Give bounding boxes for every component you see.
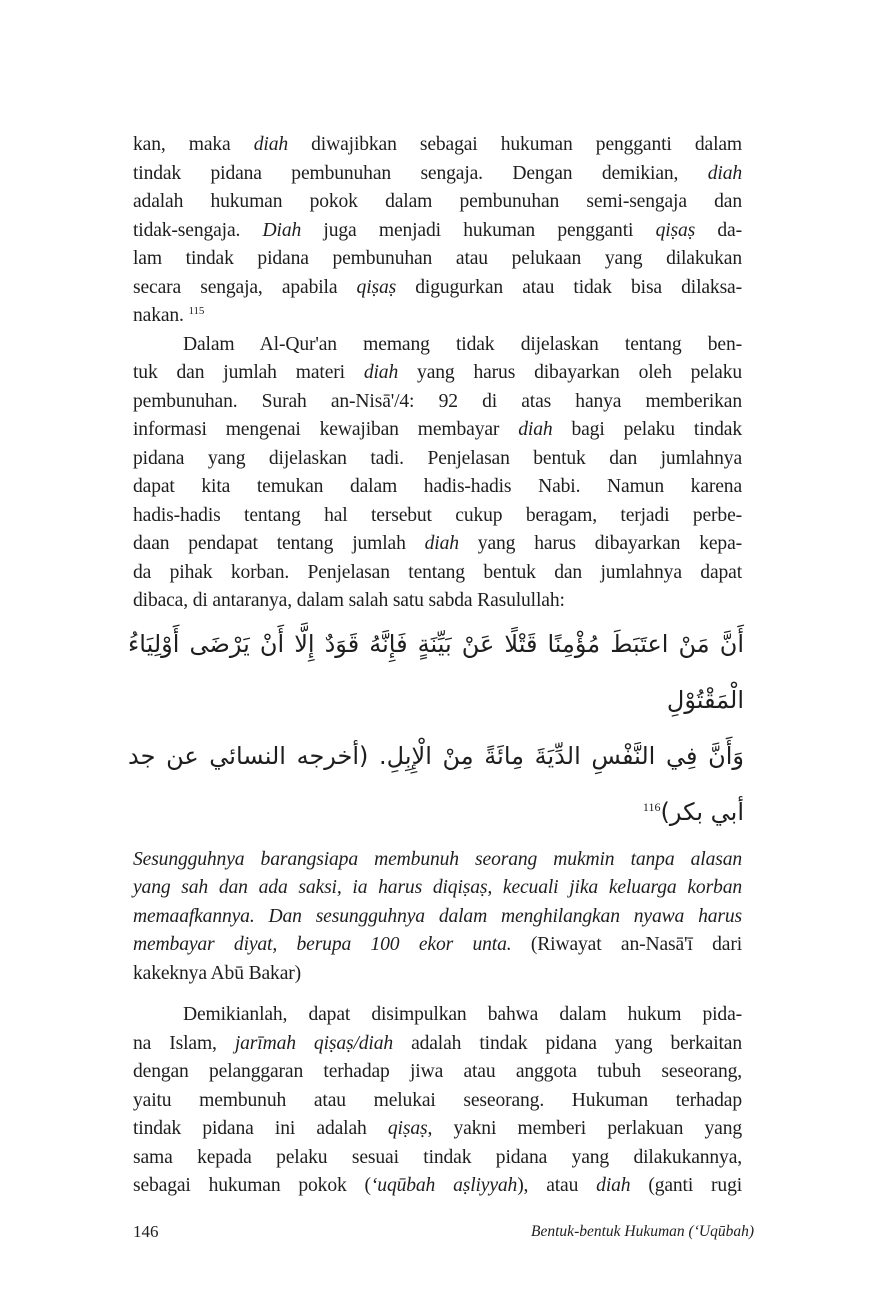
italic-term: ‘uqūbah aṣliyyah bbox=[370, 1175, 518, 1196]
italic-term: diah bbox=[518, 419, 553, 440]
text-line bbox=[133, 445, 742, 474]
text-line bbox=[133, 587, 742, 616]
italic-term: Diah bbox=[262, 219, 302, 241]
text-line bbox=[133, 960, 742, 989]
text-line bbox=[133, 530, 742, 559]
text-run: dengan pelanggaran terhadap jiwa atau anggota tubuh seseorang, bbox=[133, 1061, 742, 1082]
text-line bbox=[133, 131, 742, 160]
text-run: dibaca, di antaranya, dalam salah satu sabda Rasulullah: bbox=[133, 590, 565, 611]
italic-term: diah bbox=[253, 134, 288, 155]
text-run: (Riwayat an-Nasā'ī dari bbox=[511, 934, 742, 955]
text-line bbox=[133, 1058, 742, 1087]
running-title: Bentuk-bentuk Hukuman (‘Uqūbah) bbox=[531, 1222, 754, 1240]
text-run: daan pendapat tentang jumlah bbox=[133, 533, 425, 554]
italic-term: qiṣaṣ bbox=[356, 276, 397, 298]
paragraph-1 bbox=[133, 131, 742, 331]
text-line bbox=[133, 559, 742, 588]
text-run: tindak pidana ini adalah bbox=[133, 1118, 388, 1139]
text-run: tidak-sengaja. bbox=[133, 219, 263, 241]
text-run: yang harus dibayarkan kepa- bbox=[458, 533, 742, 554]
text-run: bagi pelaku tindak bbox=[552, 419, 742, 440]
text-run: (ganti rugi bbox=[630, 1175, 743, 1196]
text-line bbox=[133, 1172, 742, 1201]
footnote-ref: 116 bbox=[642, 799, 661, 814]
italic-term: diah bbox=[596, 1175, 631, 1196]
text-line bbox=[133, 416, 742, 445]
text-run: dapat kita temukan dalam hadis-hadis Nabi. Namun karena bbox=[133, 476, 742, 497]
text-line bbox=[133, 473, 742, 502]
text-run: adalah hukuman pokok dalam pembunuhan semi-sengaja dan bbox=[133, 191, 742, 212]
text-run: pembunuhan. Surah an-Nisā'/4: 92 di atas hanya memberikan bbox=[133, 390, 742, 412]
paragraph-2 bbox=[133, 331, 742, 616]
text-run: juga menjadi hukuman pengganti bbox=[301, 219, 656, 241]
italic-term: Sesungguhnya barangsiapa membunuh seorang mukmin tanpa alasan bbox=[133, 848, 742, 870]
footnote-ref: 115 bbox=[188, 305, 205, 317]
text-run: da pihak korban. Penjelasan tentang bentuk dan jumlahnya dapat bbox=[133, 561, 742, 583]
text-run: diwajibkan sebagai hukuman pengganti dalam bbox=[288, 134, 742, 155]
text-run: yang harus dibayarkan oleh pelaku bbox=[398, 362, 742, 383]
text-line bbox=[133, 302, 742, 331]
italic-term: membayar diyat, berupa 100 ekor unta. bbox=[133, 934, 512, 955]
hadith-arabic bbox=[128, 616, 744, 840]
italic-term: diah bbox=[424, 533, 459, 554]
text-line bbox=[133, 217, 742, 246]
text-run: hadis-hadis tentang hal tersebut cukup beragam, terjadi perbe- bbox=[133, 504, 742, 526]
italic-term: jarīmah qiṣaṣ/diah bbox=[234, 1032, 393, 1054]
italic-term: diah bbox=[707, 162, 742, 184]
text-run: kan, maka bbox=[133, 134, 254, 155]
text-run: sebagai hukuman pokok ( bbox=[133, 1175, 371, 1196]
text-line bbox=[133, 359, 742, 388]
text-line bbox=[133, 903, 742, 932]
italic-term: memaafkannya. Dan sesungguhnya dalam menghilangkan nyawa harus bbox=[133, 905, 742, 927]
page-footer bbox=[133, 1201, 754, 1243]
text-run: lam tindak pidana pembunuhan atau pelukaan yang dilakukan bbox=[133, 248, 742, 269]
text-run: secara sengaja, apabila bbox=[133, 276, 357, 298]
text-run: adalah tindak pidana yang berkaitan bbox=[393, 1032, 742, 1054]
arabic-line bbox=[128, 728, 744, 840]
paragraph-3 bbox=[133, 1001, 742, 1201]
text-line bbox=[133, 245, 742, 274]
text-line bbox=[133, 846, 742, 875]
text-run: tuk dan jumlah materi bbox=[133, 362, 364, 383]
text-line bbox=[133, 502, 742, 531]
text-run: nakan. bbox=[133, 305, 189, 326]
text-line bbox=[133, 931, 742, 960]
hadith-translation bbox=[133, 846, 742, 989]
text-line bbox=[133, 388, 742, 417]
text-line bbox=[133, 1115, 742, 1144]
text-run: ), atau bbox=[517, 1175, 597, 1196]
text-line bbox=[133, 1030, 742, 1059]
italic-term: qiṣaṣ bbox=[387, 1118, 428, 1139]
text-line bbox=[133, 331, 742, 360]
text-line bbox=[133, 160, 742, 189]
text-run: informasi mengenai kewajiban membayar bbox=[133, 419, 519, 440]
text-line bbox=[133, 1001, 742, 1030]
text-run: da- bbox=[695, 219, 742, 241]
italic-term: qiṣaṣ bbox=[655, 219, 696, 241]
text-run: Demikianlah, dapat disimpulkan bahwa dalam hukum pida- bbox=[183, 1004, 742, 1025]
text-run: pidana yang dijelaskan tadi. Penjelasan bentuk dan jumlahnya bbox=[133, 447, 742, 469]
text-line bbox=[133, 1144, 742, 1173]
text-line bbox=[133, 188, 742, 217]
arabic-text: وَأَنَّ فِي النَّفْسِ الدِّيَةَ مِائَةً مِنْ الْإِبِلِ. (أخرجه النسائي عن جد أبي بكر) bbox=[128, 741, 744, 826]
text-run: Dalam Al-Qur'an memang tidak dijelaskan tentang ben- bbox=[183, 333, 742, 355]
text-run: na Islam, bbox=[133, 1032, 235, 1054]
text-run: sama kepada pelaku sesuai tindak pidana yang dilakukannya, bbox=[133, 1146, 742, 1168]
italic-term: diah bbox=[363, 362, 399, 383]
text-line bbox=[133, 874, 742, 903]
text-run: yaitu membunuh atau melukai seseorang. Hukuman terhadap bbox=[133, 1089, 742, 1111]
text-run: tindak pidana pembunuhan sengaja. Dengan demikian, bbox=[133, 162, 708, 184]
text-run: kakeknya Abū Bakar) bbox=[133, 962, 301, 984]
text-run: digugurkan atau tidak bisa dilaksa- bbox=[396, 276, 742, 298]
text-run: , yakni memberi perlakuan yang bbox=[427, 1118, 742, 1139]
page-number: 146 bbox=[133, 1221, 159, 1241]
arabic-line: أَنَّ مَنْ اعتَبَطَ مُؤْمِنًا قَتْلًا عَنْ بَيِّنَةٍ فَإِنَّهُ قَوَدٌ إِلَّا أَنْ يَرْضَى أَوْلِيَاءُ الْمَقْتُوْلِ bbox=[128, 629, 744, 714]
italic-term: yang sah dan ada saksi, ia harus diqiṣaṣ, kecuali jika keluarga korban bbox=[133, 877, 742, 898]
text-line bbox=[133, 1087, 742, 1116]
text-line bbox=[133, 274, 742, 303]
